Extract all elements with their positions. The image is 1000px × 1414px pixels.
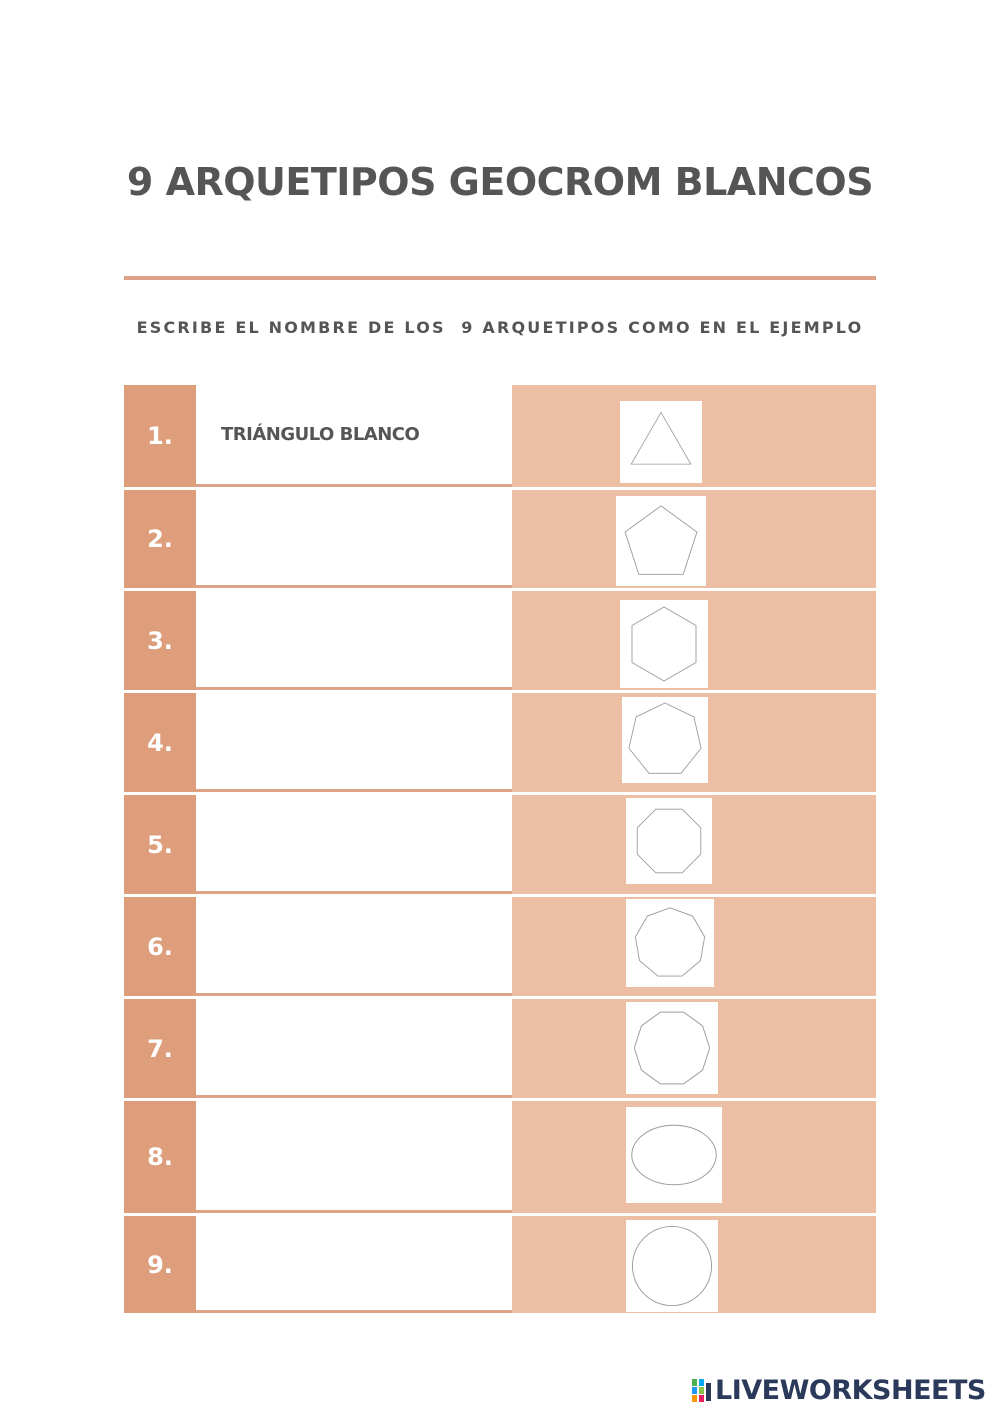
answer-field[interactable] — [196, 1216, 512, 1313]
liveworksheets-logo-icon — [692, 1377, 712, 1403]
shape-cell — [512, 795, 876, 894]
answer-field[interactable] — [196, 591, 512, 690]
row-number: 8. — [124, 1101, 196, 1213]
row-number: 6. — [124, 897, 196, 996]
row-number: 2. — [124, 490, 196, 588]
row-number: 9. — [124, 1216, 196, 1313]
logo-text: LIVEWORKSHEETS — [715, 1374, 986, 1406]
octagon-icon — [626, 798, 712, 884]
table-row — [124, 999, 876, 1098]
answer-field[interactable] — [196, 897, 512, 996]
circle-icon — [626, 1220, 718, 1312]
shape-cell — [512, 385, 876, 487]
page-title: 9 ARQUETIPOS GEOCROM BLANCOS — [126, 160, 874, 204]
row-number: 7. — [124, 999, 196, 1098]
table-row — [124, 385, 876, 487]
table-row — [124, 693, 876, 792]
nonagon-icon — [626, 899, 714, 987]
decagon-icon — [626, 1002, 718, 1094]
answer-field[interactable] — [196, 490, 512, 588]
shape-cell — [512, 897, 876, 996]
answer-field[interactable] — [196, 693, 512, 792]
row-number: 5. — [124, 795, 196, 894]
table-row — [124, 795, 876, 894]
shape-cell — [512, 591, 876, 690]
answer-field[interactable] — [196, 999, 512, 1098]
answer-field[interactable] — [196, 1101, 512, 1213]
shape-cell — [512, 999, 876, 1098]
row-number: 1. — [124, 385, 196, 487]
instructions-text: ESCRIBE EL NOMBRE DE LOS 9 ARQUETIPOS COMO EN EL EJEMPLO — [136, 318, 864, 337]
table-row — [124, 1101, 876, 1213]
heptagon-icon — [622, 697, 708, 783]
answer-field[interactable]: TRIÁNGULO BLANCO — [196, 385, 512, 487]
table-row — [124, 1216, 876, 1313]
answer-field[interactable] — [196, 795, 512, 894]
shape-cell — [512, 490, 876, 588]
row-number: 4. — [124, 693, 196, 792]
liveworksheets-logo — [692, 1373, 986, 1407]
title-divider — [124, 276, 876, 280]
hexagon-icon — [620, 600, 708, 688]
pentagon-icon — [616, 496, 706, 586]
ellipse-icon — [626, 1107, 722, 1203]
table-row — [124, 591, 876, 690]
table-row — [124, 897, 876, 996]
shape-cell — [512, 1216, 876, 1313]
shape-cell — [512, 693, 876, 792]
table-row — [124, 490, 876, 588]
triangle-icon — [620, 401, 702, 483]
row-number: 3. — [124, 591, 196, 690]
shape-cell — [512, 1101, 876, 1213]
